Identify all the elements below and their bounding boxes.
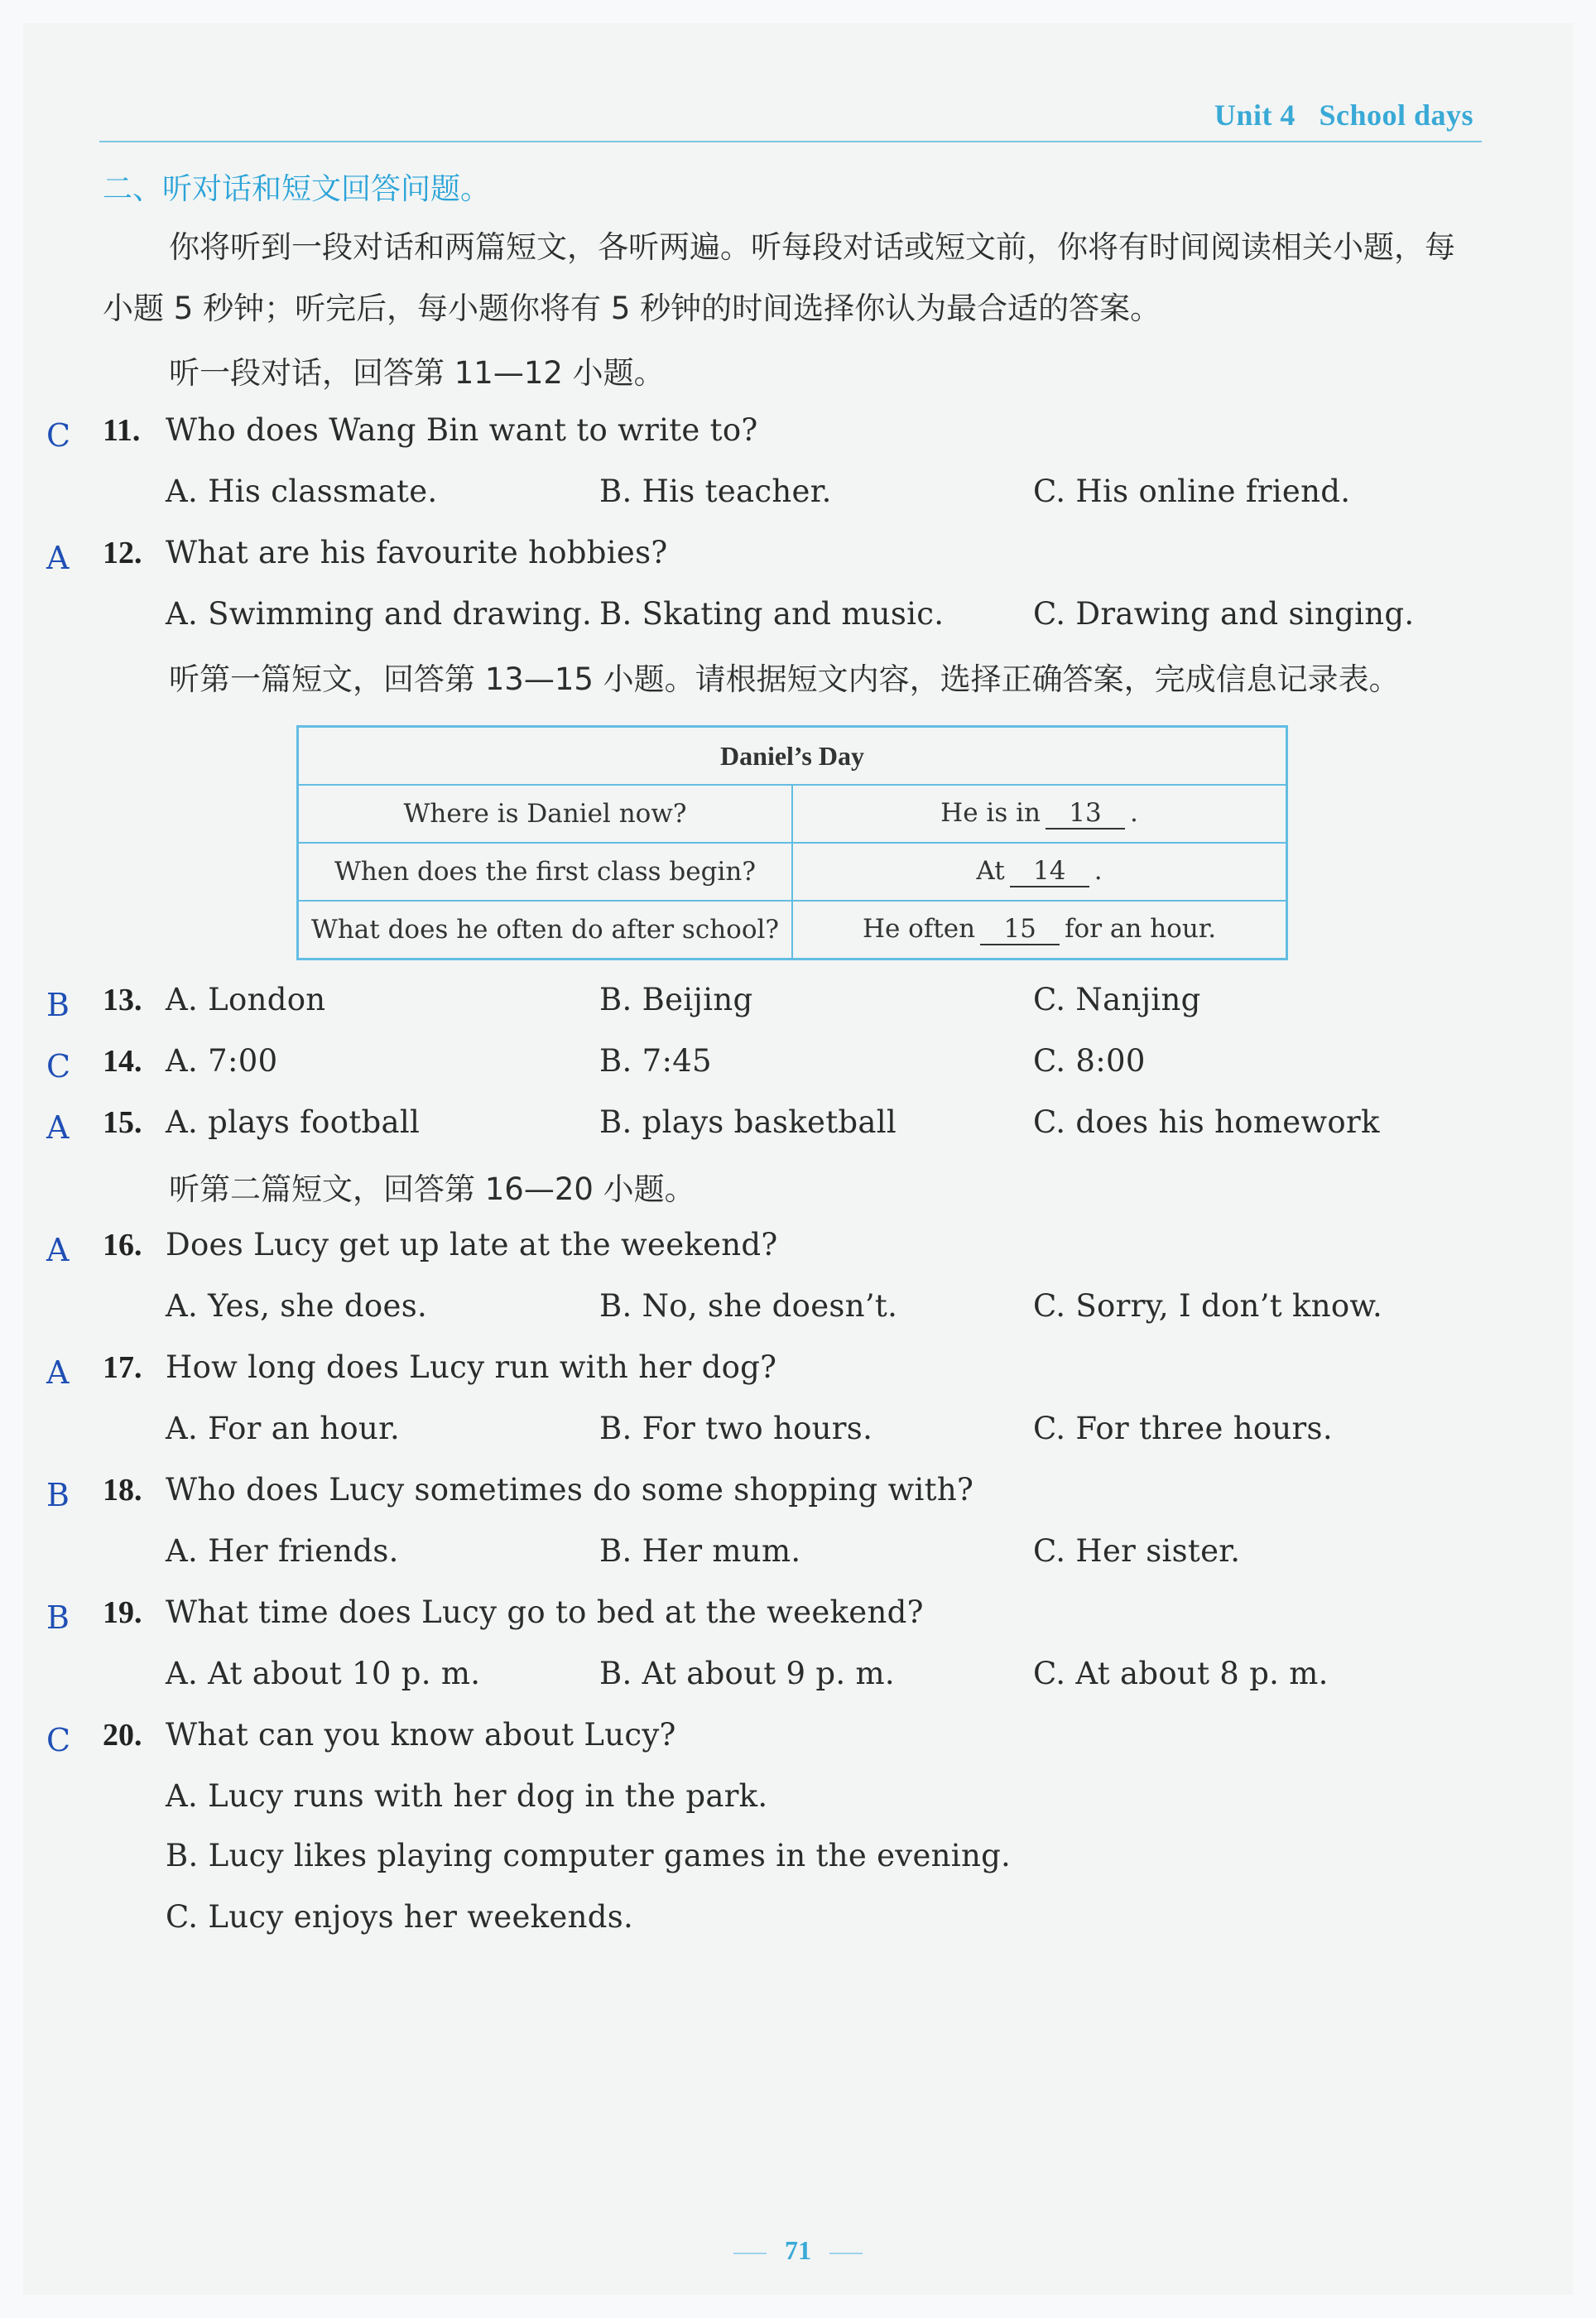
option-b: B. Skating and music.	[599, 596, 945, 632]
answer-prefix: He is in	[940, 798, 1041, 828]
question-stem: What are his favourite hobbies?	[166, 535, 668, 570]
option-b: B. Her mum.	[599, 1533, 801, 1569]
header-unit: Unit 4	[1214, 99, 1296, 132]
option-a: A. Lucy runs with her dog in the park.	[166, 1778, 768, 1814]
blank-14: 14	[1010, 856, 1089, 887]
option-20-b-row	[0, 1838, 1596, 1888]
answer-mark: C	[46, 417, 71, 454]
option-a: A. Yes, she does.	[166, 1288, 428, 1324]
options-16	[0, 1288, 1596, 1338]
option-b: B. His teacher.	[599, 474, 832, 509]
page-number: 71	[785, 2235, 811, 2265]
answer-mark: C	[46, 1722, 71, 1758]
table-question: What does he often do after school?	[298, 901, 793, 959]
question-stem: How long does Lucy run with her dog?	[166, 1349, 777, 1385]
daniels-day-table	[296, 725, 1288, 960]
option-b: B. For two hours.	[599, 1411, 873, 1446]
question-number: 18.	[103, 1473, 142, 1508]
options-19	[0, 1656, 1596, 1705]
table-question: Where is Daniel now?	[298, 785, 793, 843]
page-footer	[0, 2235, 1596, 2266]
table-answer	[792, 843, 1287, 901]
option-a: A. 7:00	[166, 1043, 278, 1079]
section-intro: 你将听到一段对话和两篇短文，各听两遍。听每段对话或短文前，你将有时间阅读相关小题，每小题 5 秒钟；听完后，每小题你将有 5 秒钟的时间选择你认为最合适的答案。	[103, 229, 1455, 326]
options-11	[0, 474, 1596, 523]
instruction-dialogue: 听一段对话，回答第 11—12 小题。	[169, 355, 665, 391]
answer-suffix: .	[1094, 856, 1103, 886]
table-answer	[792, 785, 1287, 843]
question-number: 15.	[103, 1105, 142, 1140]
option-b: B. plays basketball	[599, 1104, 897, 1140]
answer-mark: A	[46, 1109, 70, 1146]
option-c: C. Lucy enjoys her weekends.	[166, 1899, 634, 1935]
answer-mark: A	[46, 540, 70, 576]
options-18	[0, 1533, 1596, 1583]
option-a: A. For an hour.	[166, 1411, 401, 1446]
question-stem: What can you know about Lucy?	[166, 1717, 676, 1753]
option-b: B. No, she doesn’t.	[599, 1288, 898, 1324]
table-title: Daniel’s Day	[298, 727, 1287, 786]
answer-mark: C	[46, 1048, 71, 1084]
answer-prefix: At	[976, 856, 1005, 886]
section-title: 二、听对话和短文回答问题。	[103, 172, 491, 206]
question-number: 17.	[103, 1350, 142, 1385]
question-number: 20.	[103, 1718, 142, 1753]
option-c: C. His online friend.	[1033, 474, 1351, 509]
question-20	[0, 1717, 1596, 1767]
question-18	[0, 1472, 1596, 1522]
option-c: C. Drawing and singing.	[1033, 596, 1415, 632]
question-stem: Who does Wang Bin want to write to?	[166, 412, 758, 448]
table-answer	[792, 901, 1287, 959]
table-row	[298, 843, 1287, 901]
footer-dash-right	[829, 2253, 863, 2254]
answer-prefix: He often	[862, 914, 976, 944]
question-stem: Who does Lucy sometimes do some shopping with?	[166, 1472, 974, 1508]
table-row	[298, 901, 1287, 959]
answer-mark: B	[46, 1599, 70, 1636]
question-stem: Does Lucy get up late at the weekend?	[166, 1227, 778, 1262]
option-b: B. Lucy likes playing computer games in the evening.	[166, 1838, 1012, 1873]
question-13	[0, 982, 1596, 1032]
option-a: A. At about 10 p. m.	[166, 1656, 481, 1691]
answer-mark: A	[46, 1232, 70, 1268]
footer-dash-left	[733, 2253, 767, 2254]
option-b: B. Beijing	[599, 982, 753, 1017]
table-row	[298, 785, 1287, 843]
option-a: A. plays football	[166, 1104, 421, 1140]
question-number: 11.	[103, 413, 141, 448]
question-16	[0, 1227, 1596, 1277]
question-17	[0, 1349, 1596, 1399]
blank-15: 15	[980, 914, 1060, 945]
option-20-c-row	[0, 1899, 1596, 1949]
answer-mark: A	[46, 1354, 70, 1391]
question-14	[0, 1043, 1596, 1093]
option-c: C. Her sister.	[1033, 1533, 1241, 1569]
option-c: C. At about 8 p. m.	[1033, 1656, 1329, 1691]
option-b: B. At about 9 p. m.	[599, 1656, 895, 1691]
option-c: C. 8:00	[1033, 1043, 1146, 1079]
answer-mark: B	[46, 1477, 70, 1513]
blank-13: 13	[1046, 798, 1125, 830]
answer-suffix: .	[1129, 798, 1138, 828]
instruction-passage-1: 听第一篇短文，回答第 13—15 小题。请根据短文内容，选择正确答案，完成信息记录表。	[169, 661, 1400, 697]
header-title: School days	[1319, 99, 1473, 132]
question-15	[0, 1104, 1596, 1154]
instruction-passage-2: 听第二篇短文，回答第 16—20 小题。	[169, 1171, 695, 1207]
question-stem: What time does Lucy go to bed at the weekend?	[166, 1594, 924, 1630]
options-17	[0, 1411, 1596, 1460]
question-number: 14.	[103, 1044, 142, 1079]
option-c: C. Sorry, I don’t know.	[1033, 1288, 1383, 1324]
question-11	[0, 412, 1596, 462]
option-a: A. His classmate.	[166, 474, 438, 509]
option-c: C. For three hours.	[1033, 1411, 1333, 1446]
question-12	[0, 535, 1596, 584]
answer-mark: B	[46, 987, 70, 1023]
question-19	[0, 1594, 1596, 1644]
question-number: 12.	[103, 536, 142, 570]
option-c: C. does his homework	[1033, 1104, 1380, 1140]
question-number: 16.	[103, 1228, 142, 1262]
option-b: B. 7:45	[599, 1043, 712, 1079]
question-number: 13.	[103, 983, 142, 1017]
answer-suffix: for an hour.	[1065, 914, 1217, 944]
option-20-a-row	[0, 1778, 1596, 1828]
option-a: A. Swimming and drawing.	[166, 596, 593, 632]
option-a: A. Her friends.	[166, 1533, 399, 1569]
table-question: When does the first class begin?	[298, 843, 793, 901]
option-c: C. Nanjing	[1033, 982, 1201, 1017]
options-12	[0, 596, 1596, 646]
option-a: A. London	[166, 982, 326, 1017]
header-rule	[99, 141, 1482, 142]
question-number: 19.	[103, 1595, 142, 1630]
running-header	[1175, 98, 1473, 132]
